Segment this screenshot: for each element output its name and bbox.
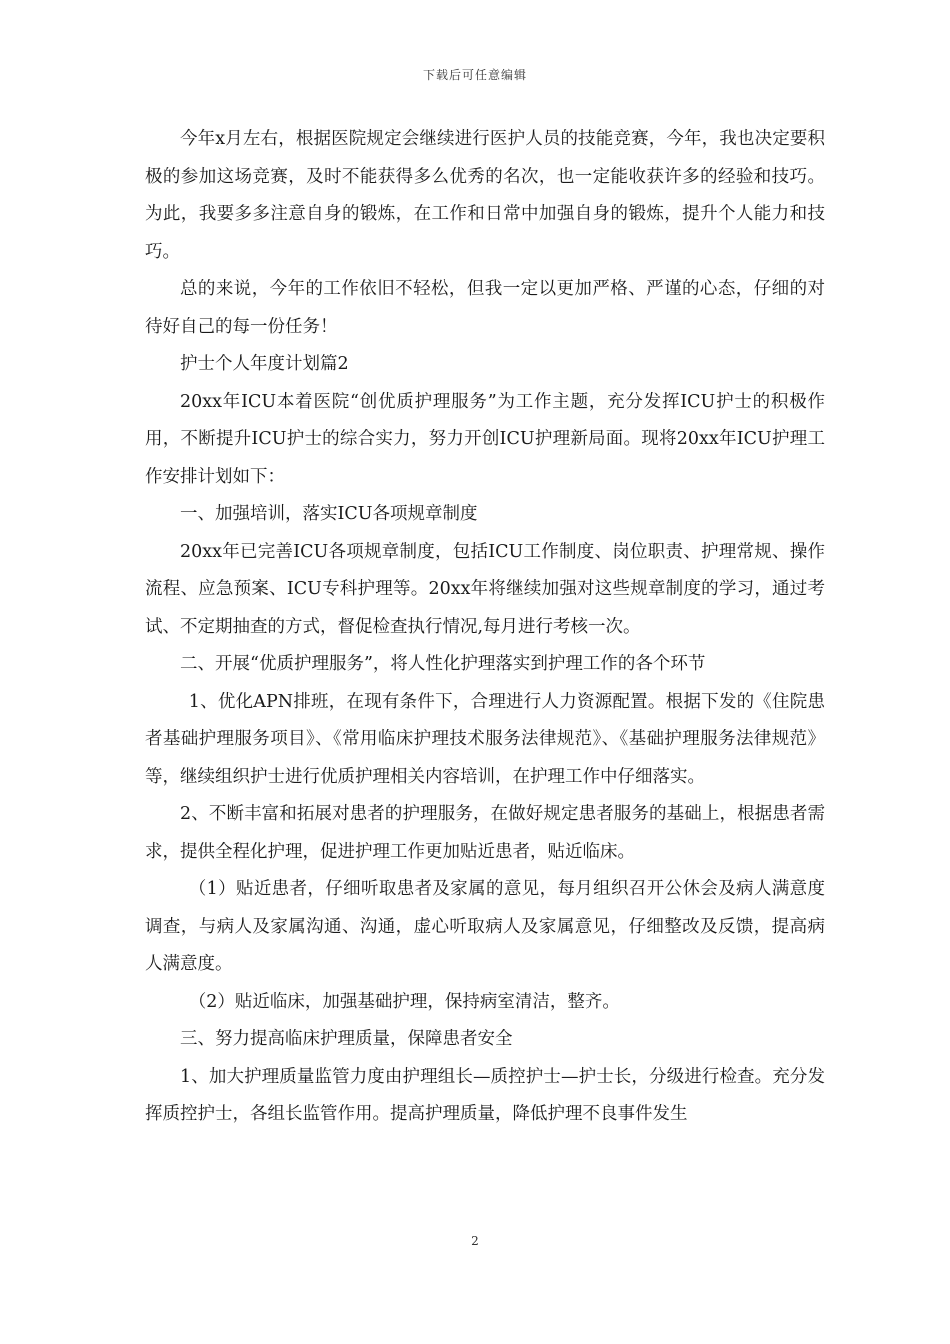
section-title-plan-2: 护士个人年度计划篇2 [180, 354, 349, 374]
page-number: 2 [471, 1234, 479, 1248]
page-header-note: 下载后可任意编辑 [422, 68, 527, 82]
heading-quality-service: 二、开展“优质护理服务”，将人性化护理落实到护理工作的各个环节 [180, 654, 706, 674]
paragraph-summary: 总的来说，今年的工作依旧不轻松，但我一定以更加严格、严谨的心态，仔细的对待好自己的每一份任务！ [145, 279, 825, 337]
heading-quality-safety: 三、努力提高临床护理质量，保障患者安全 [180, 1029, 513, 1049]
paragraph-close-to-patients: （1）贴近患者，仔细听取患者及家属的意见，每月组织召开公休会及病人满意度调查，与病人及家属沟通、沟通，虚心听取病人及家属意见，仔细整改及反馈，提高病人满意度。 [145, 879, 825, 974]
paragraph-expand-services: 2、不断丰富和拓展对患者的护理服务，在做好规定患者服务的基础上，根据患者需求，提供全程化护理，促进护理工作更加贴近患者，贴近临床。 [145, 804, 825, 862]
paragraph-close-to-clinic: （2）贴近临床，加强基础护理，保持病室清洁，整齐。 [188, 991, 620, 1012]
paragraph-icu-intro: 20xx年ICU本着医院“创优质护理服务”为工作主题，充分发挥ICU护士的积极作用，不断提升ICU护士的综合实力，努力开创ICU护理新局面。现将20xx年ICU护理工作安排计划如下： [145, 391, 825, 487]
paragraph-regulations: 20xx年已完善ICU各项规章制度，包括ICU工作制度、岗位职责、护理常规、操作流程、应急预案、ICU专科护理等。20xx年将继续加强对这些规章制度的学习，通过考试、不定期抽查的方式，督促检查执行情况,每月进行考核一次。 [145, 541, 825, 637]
paragraph-skills-competition: 今年x月左右，根据医院规定会继续进行医护人员的技能竞赛，今年，我也决定要积极的参加这场竞赛，及时不能获得多么优秀的名次，也一定能收获许多的经验和技巧。为此，我要多多注意自身的锻炼，在工作和日常中加强自身的锻炼，提升个人能力和技巧。 [145, 129, 825, 262]
paragraph-quality-supervision: 1、加大护理质量监管力度由护理组长—质控护士—护士长，分级进行检查。充分发挥质控护士，各组长监管作用。提高护理质量，降低护理不良事件发生 [145, 1066, 825, 1124]
heading-training: 一、加强培训，落实ICU各项规章制度 [180, 504, 478, 524]
paragraph-apn-scheduling: 1、优化APN排班，在现有条件下，合理进行人力资源配置。根据下发的《住院患者基础护理服务项目》、《常用临床护理技术服务法律规范》、《基础护理服务法律规范》等，继续组织护士进行优质护理相关内容培训，在护理工作中仔细落实。 [145, 691, 825, 787]
document-body [145, 121, 825, 1134]
